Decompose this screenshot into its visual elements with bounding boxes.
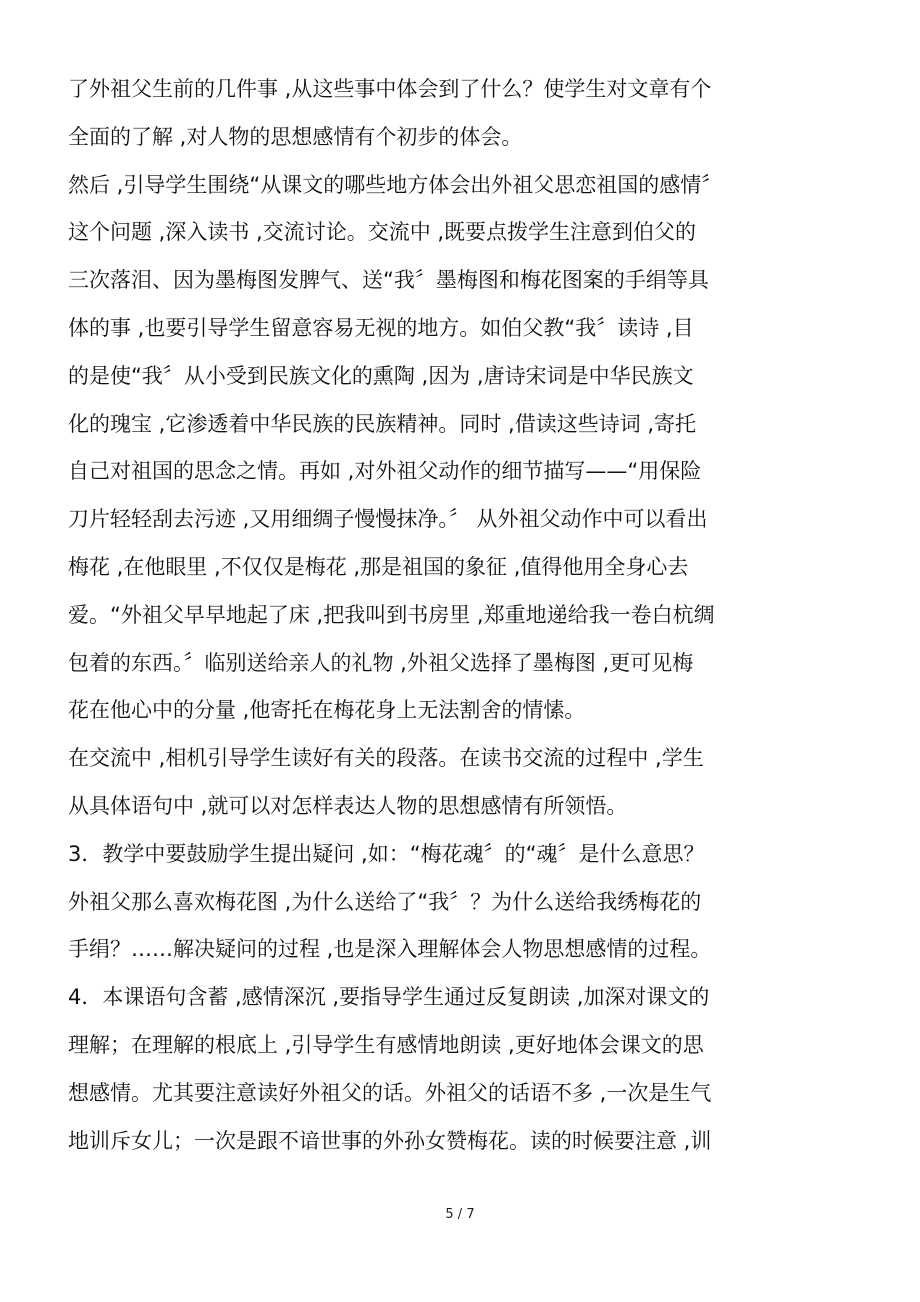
text-line: 包着的东西。〞临别送给亲人的礼物 ,外祖父选择了墨梅图 ,更可见梅 — [68, 650, 694, 675]
body-text — [68, 66, 868, 1165]
text-line: 手绢？……解决疑问的过程 ,也是深入理解体会人物思想感情的过程。 — [68, 937, 712, 962]
text-line: 4．本课语句含蓄 ,感情深沉 ,要指导学生通过反复朗读 ,加深对课文的 — [68, 985, 710, 1010]
page-number: 5 / 7 — [445, 1207, 475, 1222]
text-line: 花在他心中的分量 ,他寄托在梅花身上无法割舍的情愫。 — [68, 698, 586, 723]
text-line: 然后 ,引导学生围绕“从课文的哪些地方体会出外祖父思恋祖国的感情〞 — [68, 172, 723, 197]
text-line: 3．教学中要鼓励学生提出疑问 ,如：“梅花魂〞的“魂〞是什么意思？ — [68, 841, 705, 866]
text-line: 这个问题 ,深入读书 ,交流讨论。交流中 ,既要点拨学生注意到伯父的 — [68, 220, 697, 245]
text-line: 自己对祖国的思念之情。再如 ,对外祖父动作的细节描写——“用保险 — [68, 459, 702, 484]
text-line: 在交流中 ,相机引导学生读好有关的段落。在读书交流的过程中 ,学生 — [68, 746, 704, 771]
text-line: 的是使“我〞从小受到民族文化的熏陶 ,因为 ,唐诗宋词是中华民族文 — [68, 363, 694, 388]
text-line: 想感情。尤其要注意读好外祖父的话。外祖父的话语不多 ,一次是生气 — [68, 1080, 712, 1105]
text-line: 化的瑰宝 ,它渗透着中华民族的民族精神。同时 ,借读这些诗词 ,寄托 — [68, 411, 697, 436]
text-line: 体的事 ,也要引导学生留意容易无视的地方。如伯父教“我〞读诗 ,目 — [68, 315, 694, 340]
text-line: 爱。“外祖父早早地起了床 ,把我叫到书房里 ,郑重地递给我一卷白杭绸 — [68, 602, 715, 627]
text-line: 全面的了解 ,对人物的思想感情有个初步的体会。 — [68, 124, 523, 149]
text-line: 从具体语句中 ,就可以对怎样表达人物的思想感情有所领悟。 — [68, 793, 628, 818]
text-line: 地训斥女儿；一次是跟不谙世事的外孙女赞梅花。读的时候要注意 ,训 — [68, 1128, 712, 1153]
text-line: 外祖父那么喜欢梅花图 ,为什么送给了“我〞？为什么送给我绣梅花的 — [68, 889, 702, 914]
text-line: 理解；在理解的根底上 ,引导学生有感情地朗读 ,更好地体会课文的思 — [68, 1032, 704, 1057]
text-line: 刀片轻轻刮去污迹 ,又用细绸子慢慢抹净。〞 从外祖父动作中可以看出 — [68, 507, 708, 532]
text-line: 梅花 ,在他眼里 ,不仅仅是梅花 ,那是祖国的象征 ,值得他用全身心去 — [68, 554, 689, 579]
text-line: 了外祖父生前的几件事 ,从这些事中体会到了什么？使学生对文章有个 — [68, 77, 712, 101]
text-line: 三次落泪、因为墨梅图发脾气、送“我〞墨梅图和梅花图案的手绢等具 — [68, 268, 709, 293]
